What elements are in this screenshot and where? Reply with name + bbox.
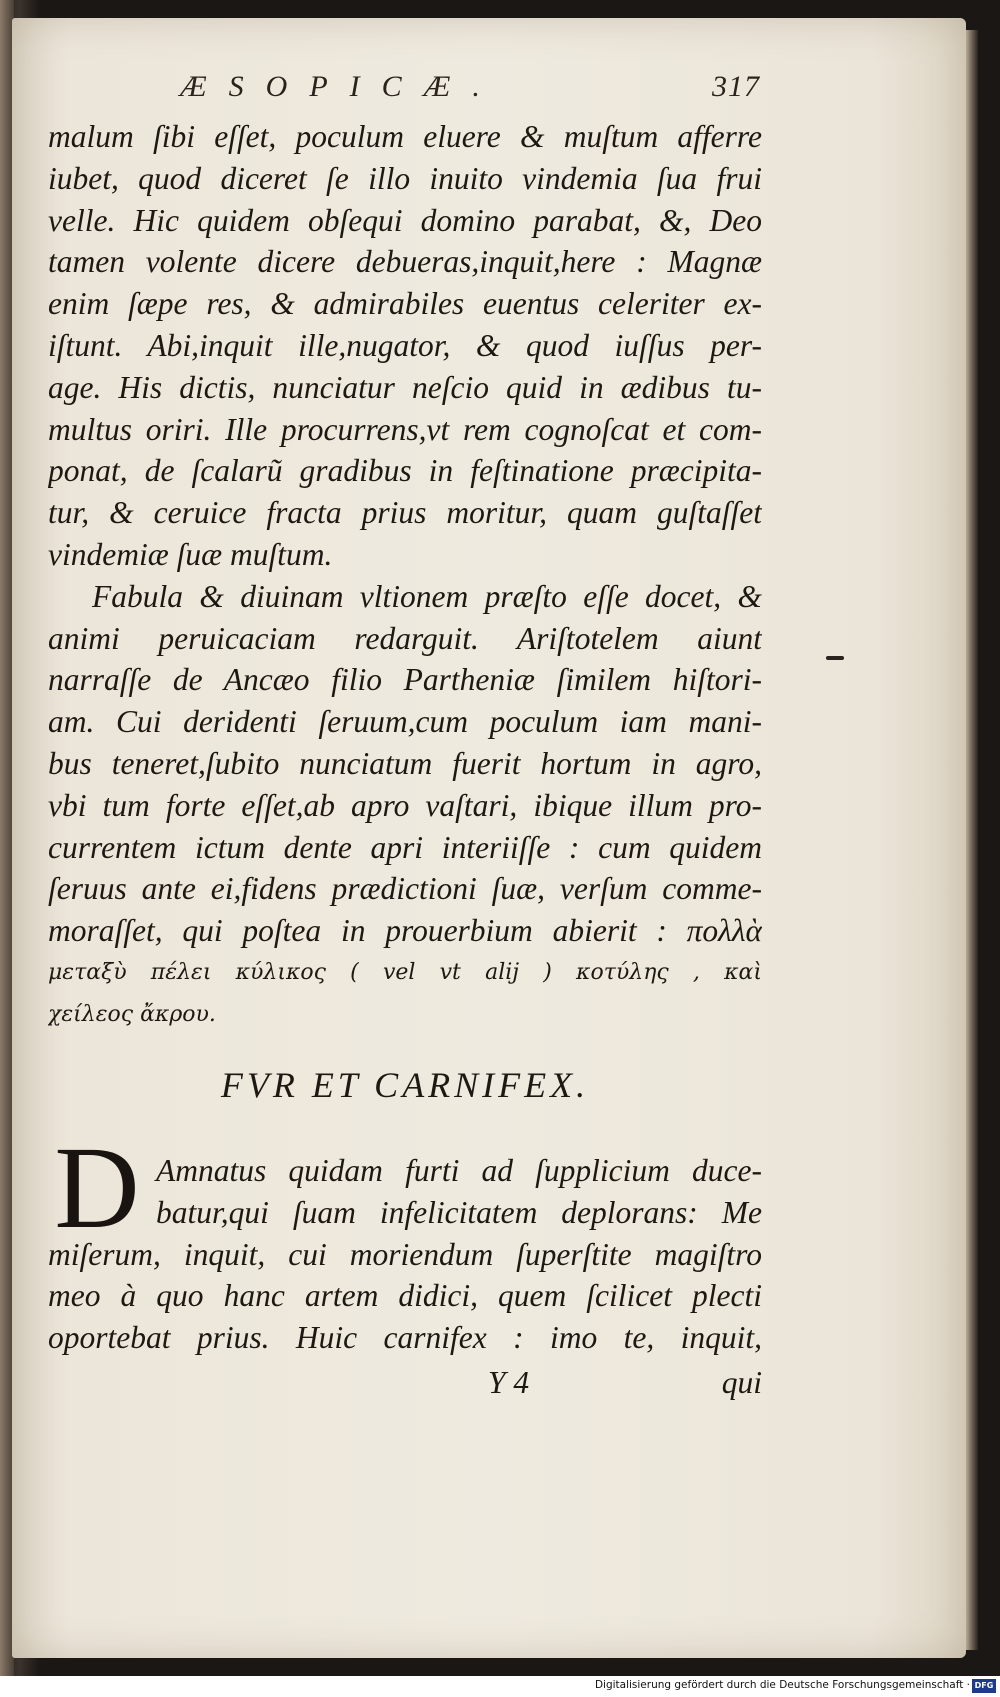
text-line: currentem ictum dente apri interiiſſe : cum quidem (48, 829, 762, 865)
text-line: batur,qui ſuam infelicitatem deplorans: Me (156, 1194, 762, 1230)
text-line: multus oriri. Ille procurrens,vt rem cognoſcat et com- (48, 411, 762, 447)
section-heading: FVR ET CARNIFEX. (220, 1065, 590, 1105)
text-line: iſtunt. Abi,inquit ille,nugator, & quod iuſſus per- (48, 327, 762, 363)
text-line: ponat, de ſcalarũ gradibus in feſtinatione præcipita- (48, 453, 762, 489)
text-line-greek: μεταξὺ πέλει κύλικος ( vel vt alij ) κοτύλης , καὶ (48, 959, 762, 985)
text-line: iubet, quod diceret ſe illo inuito vindemia ſua frui (48, 160, 762, 196)
text-line: moraſſet, qui poſtea in prouerbium abierit : πολλὰ (48, 913, 762, 949)
page-edge (966, 30, 978, 1650)
text-block (48, 116, 762, 1036)
dfg-logo-icon: DFG (972, 1679, 996, 1693)
page-number: 317 (712, 70, 760, 103)
text-line: miſerum, inquit, cui moriendum ſuperſtite magiſtro (48, 1236, 762, 1272)
text-line: vindemiæ ſuæ muſtum. (48, 536, 333, 572)
text-line: Fabula & diuinam vltionem præſto eſſe docet, & (92, 578, 762, 614)
paragraph-3 (48, 1150, 762, 1359)
running-head-title: ÆSOPICÆ. (180, 70, 502, 103)
text-line: tur, & ceruice fracta prius moritur, quam guſtaſſet (48, 495, 762, 531)
text-line: bus teneret,ſubito nunciatum fuerit hortum in agro, (48, 745, 762, 781)
text-line: am. Cui deridenti ſeruum,cum poculum iam mani- (48, 704, 762, 740)
text-line: meo à quo hanc artem didici, quem ſcilicet plecti (48, 1278, 762, 1314)
text-line: vbi tum forte eſſet,ab apro vaſtari, ibique illum pro- (48, 787, 762, 823)
margin-mark (826, 656, 844, 660)
text-line: enim ſæpe res, & admirabiles euentus celeriter ex- (48, 286, 762, 322)
page-foot (48, 1365, 762, 1407)
footer-credit: Digitalisierung gefördert durch die Deutsche Forschungsgemeinschaft · (594, 1679, 970, 1691)
text-line: animi peruicaciam redarguit. Ariſtotelem aiunt (48, 620, 762, 656)
drop-capital: D (54, 1122, 140, 1253)
signature-mark: Y 4 (488, 1365, 530, 1400)
text-line: malum ſibi eſſet, poculum eluere & muſtum afferre (48, 119, 762, 154)
text-line: oportebat prius. Huic carnifex : imo te, inquit, (48, 1320, 762, 1356)
text-line: velle. Hic quidem obſequi domino parabat, &, Deo (48, 202, 762, 238)
paragraph-1 (48, 116, 762, 576)
text-line-greek: χείλεος ἄκρου. (48, 1001, 216, 1027)
text-line: Amnatus quidam furti ad ſupplicium duce- (156, 1153, 762, 1188)
paragraph-2 (48, 576, 762, 1036)
text-line: age. His dictis, nunciatur neſcio quid in ædibus tu- (48, 369, 762, 405)
text-line: narraſſe de Ancæo filio Partheniæ ſimilem hiſtori- (48, 662, 762, 698)
catchword: qui (721, 1365, 762, 1400)
text-line: ſeruus ante ei,fidens prædictioni ſuæ, verſum comme- (48, 871, 762, 907)
digitization-footer (0, 1676, 1000, 1697)
text-line: tamen volente dicere debueras,inquit,here : Magnæ (48, 244, 762, 280)
running-head (180, 70, 760, 114)
